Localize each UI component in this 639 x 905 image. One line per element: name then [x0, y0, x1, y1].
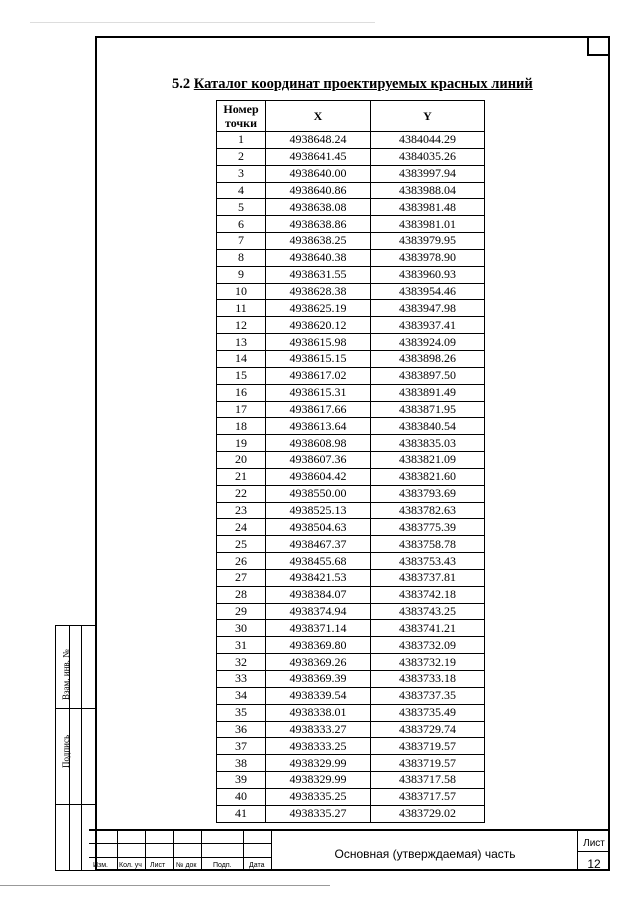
y-coordinate-cell: 4383732.19 — [371, 654, 485, 671]
point-number-cell: 20 — [217, 452, 266, 469]
point-number-cell: 9 — [217, 266, 266, 283]
y-coordinate-cell: 4383997.94 — [371, 165, 485, 182]
y-coordinate-cell: 4383871.95 — [371, 401, 485, 418]
point-number-cell: 17 — [217, 401, 266, 418]
y-coordinate-cell: 4383821.60 — [371, 468, 485, 485]
table-row — [217, 536, 485, 553]
x-coordinate-cell: 4938338.01 — [266, 704, 371, 721]
point-number-cell: 22 — [217, 485, 266, 502]
x-coordinate-cell: 4938631.55 — [266, 266, 371, 283]
frame-corner-box — [587, 36, 610, 56]
point-number-cell: 10 — [217, 283, 266, 300]
y-coordinate-cell: 4383729.74 — [371, 721, 485, 738]
y-coordinate-cell: 4383835.03 — [371, 435, 485, 452]
x-coordinate-cell: 4938333.25 — [266, 738, 371, 755]
table-row — [217, 704, 485, 721]
x-coordinate-cell: 4938369.39 — [266, 671, 371, 688]
point-number-cell: 28 — [217, 586, 266, 603]
point-number-cell: 35 — [217, 704, 266, 721]
x-coordinate-cell: 4938613.64 — [266, 418, 371, 435]
x-coordinate-cell: 4938604.42 — [266, 468, 371, 485]
section-number: 5.2 — [172, 76, 191, 92]
point-number-cell: 2 — [217, 148, 266, 165]
table-row — [217, 418, 485, 435]
y-coordinate-cell: 4384035.26 — [371, 148, 485, 165]
x-coordinate-cell: 4938640.38 — [266, 249, 371, 266]
header-point-number: Номер точки — [217, 101, 266, 132]
point-number-cell: 36 — [217, 721, 266, 738]
y-coordinate-cell: 4383733.18 — [371, 671, 485, 688]
table-row — [217, 671, 485, 688]
y-coordinate-cell: 4383758.78 — [371, 536, 485, 553]
point-number-cell: 29 — [217, 603, 266, 620]
point-number-cell: 34 — [217, 687, 266, 704]
header-x: X — [266, 101, 371, 132]
point-number-cell: 16 — [217, 384, 266, 401]
table-row — [217, 519, 485, 536]
y-coordinate-cell: 4383732.09 — [371, 637, 485, 654]
table-row — [217, 182, 485, 199]
x-coordinate-cell: 4938384.07 — [266, 586, 371, 603]
table-row — [217, 772, 485, 789]
table-row — [217, 603, 485, 620]
y-coordinate-cell: 4383937.41 — [371, 317, 485, 334]
table-row — [217, 755, 485, 772]
table-row — [217, 502, 485, 519]
x-coordinate-cell: 4938339.54 — [266, 687, 371, 704]
x-coordinate-cell: 4938607.36 — [266, 452, 371, 469]
tb-col-list: Лист — [150, 862, 166, 869]
table-row — [217, 350, 485, 367]
table-row — [217, 216, 485, 233]
side-stamp-label-signature: Подпись — [61, 734, 71, 768]
sheet-number: 12 — [587, 857, 601, 871]
y-coordinate-cell: 4383821.09 — [371, 452, 485, 469]
point-number-cell: 31 — [217, 637, 266, 654]
section-title: Каталог координат проектируемых красных линий — [193, 76, 533, 92]
x-coordinate-cell: 4938640.86 — [266, 182, 371, 199]
point-number-cell: 18 — [217, 418, 266, 435]
x-coordinate-cell: 4938369.26 — [266, 654, 371, 671]
point-number-cell: 39 — [217, 772, 266, 789]
tb-col-doc: № док — [176, 862, 197, 869]
table-row — [217, 300, 485, 317]
side-stamp-label-inventory: Взам. инв. № — [61, 649, 71, 700]
x-coordinate-cell: 4938615.15 — [266, 350, 371, 367]
tb-col-podp: Подп. — [213, 862, 232, 869]
point-number-cell: 24 — [217, 519, 266, 536]
table-row — [217, 132, 485, 149]
table-row — [217, 317, 485, 334]
coordinates-table — [216, 100, 485, 823]
point-number-cell: 27 — [217, 569, 266, 586]
y-coordinate-cell: 4383737.35 — [371, 687, 485, 704]
table-row — [217, 233, 485, 250]
section-heading — [172, 76, 533, 93]
y-coordinate-cell: 4383741.21 — [371, 620, 485, 637]
point-number-cell: 3 — [217, 165, 266, 182]
point-number-cell: 25 — [217, 536, 266, 553]
point-number-cell: 11 — [217, 300, 266, 317]
tb-col-data: Дата — [249, 862, 265, 869]
x-coordinate-cell: 4938335.25 — [266, 788, 371, 805]
document-name: Основная (утверждаемая) часть — [334, 847, 516, 861]
point-number-cell: 30 — [217, 620, 266, 637]
y-coordinate-cell: 4383743.25 — [371, 603, 485, 620]
x-coordinate-cell: 4938620.12 — [266, 317, 371, 334]
x-coordinate-cell: 4938504.63 — [266, 519, 371, 536]
x-coordinate-cell: 4938455.68 — [266, 553, 371, 570]
table-row — [217, 452, 485, 469]
table-row — [217, 165, 485, 182]
table-row — [217, 266, 485, 283]
x-coordinate-cell: 4938641.45 — [266, 148, 371, 165]
table-row — [217, 283, 485, 300]
table-row — [217, 148, 485, 165]
tb-col-kol-uch: Кол. уч — [119, 862, 142, 869]
x-coordinate-cell: 4938421.53 — [266, 569, 371, 586]
x-coordinate-cell: 4938628.38 — [266, 283, 371, 300]
point-number-cell: 21 — [217, 468, 266, 485]
table-row — [217, 654, 485, 671]
point-number-cell: 14 — [217, 350, 266, 367]
x-coordinate-cell: 4938329.99 — [266, 772, 371, 789]
y-coordinate-cell: 4383924.09 — [371, 334, 485, 351]
table-row — [217, 586, 485, 603]
point-number-cell: 13 — [217, 334, 266, 351]
x-coordinate-cell: 4938371.14 — [266, 620, 371, 637]
y-coordinate-cell: 4383988.04 — [371, 182, 485, 199]
x-coordinate-cell: 4938638.08 — [266, 199, 371, 216]
scan-artifact-line — [30, 22, 375, 23]
table-row — [217, 637, 485, 654]
point-number-cell: 33 — [217, 671, 266, 688]
y-coordinate-cell: 4383840.54 — [371, 418, 485, 435]
table-row — [217, 249, 485, 266]
y-coordinate-cell: 4383775.39 — [371, 519, 485, 536]
table-row — [217, 485, 485, 502]
table-row — [217, 805, 485, 822]
table-row — [217, 788, 485, 805]
x-coordinate-cell: 4938374.94 — [266, 603, 371, 620]
table-header-row — [217, 101, 485, 132]
y-coordinate-cell: 4383742.18 — [371, 586, 485, 603]
point-number-cell: 38 — [217, 755, 266, 772]
table-row — [217, 199, 485, 216]
table-body — [217, 132, 485, 823]
x-coordinate-cell: 4938329.99 — [266, 755, 371, 772]
y-coordinate-cell: 4383891.49 — [371, 384, 485, 401]
x-coordinate-cell: 4938525.13 — [266, 502, 371, 519]
point-number-cell: 40 — [217, 788, 266, 805]
scan-artifact-line — [0, 885, 330, 886]
point-number-cell: 32 — [217, 654, 266, 671]
sheet-label: Лист — [583, 838, 605, 849]
table-row — [217, 334, 485, 351]
y-coordinate-cell: 4383719.57 — [371, 738, 485, 755]
x-coordinate-cell: 4938615.98 — [266, 334, 371, 351]
y-coordinate-cell: 4383954.46 — [371, 283, 485, 300]
table-row — [217, 687, 485, 704]
point-number-cell: 19 — [217, 435, 266, 452]
y-coordinate-cell: 4383717.57 — [371, 788, 485, 805]
x-coordinate-cell: 4938550.00 — [266, 485, 371, 502]
point-number-cell: 8 — [217, 249, 266, 266]
table-row — [217, 553, 485, 570]
x-coordinate-cell: 4938640.00 — [266, 165, 371, 182]
y-coordinate-cell: 4383729.02 — [371, 805, 485, 822]
y-coordinate-cell: 4383978.90 — [371, 249, 485, 266]
header-y: Y — [371, 101, 485, 132]
table-row — [217, 435, 485, 452]
y-coordinate-cell: 4383737.81 — [371, 569, 485, 586]
x-coordinate-cell: 4938369.80 — [266, 637, 371, 654]
table-row — [217, 620, 485, 637]
x-coordinate-cell: 4938617.02 — [266, 367, 371, 384]
y-coordinate-cell: 4383782.63 — [371, 502, 485, 519]
y-coordinate-cell: 4383960.93 — [371, 266, 485, 283]
x-coordinate-cell: 4938615.31 — [266, 384, 371, 401]
x-coordinate-cell: 4938638.86 — [266, 216, 371, 233]
x-coordinate-cell: 4938617.66 — [266, 401, 371, 418]
y-coordinate-cell: 4383898.26 — [371, 350, 485, 367]
point-number-cell: 4 — [217, 182, 266, 199]
x-coordinate-cell: 4938608.98 — [266, 435, 371, 452]
y-coordinate-cell: 4383719.57 — [371, 755, 485, 772]
point-number-cell: 15 — [217, 367, 266, 384]
point-number-cell: 1 — [217, 132, 266, 149]
point-number-cell: 7 — [217, 233, 266, 250]
point-number-cell: 5 — [217, 199, 266, 216]
point-number-cell: 23 — [217, 502, 266, 519]
point-number-cell: 41 — [217, 805, 266, 822]
y-coordinate-cell: 4384044.29 — [371, 132, 485, 149]
x-coordinate-cell: 4938335.27 — [266, 805, 371, 822]
table-row — [217, 367, 485, 384]
table-row — [217, 384, 485, 401]
table-row — [217, 569, 485, 586]
table-row — [217, 721, 485, 738]
y-coordinate-cell: 4383793.69 — [371, 485, 485, 502]
y-coordinate-cell: 4383947.98 — [371, 300, 485, 317]
y-coordinate-cell: 4383735.49 — [371, 704, 485, 721]
x-coordinate-cell: 4938648.24 — [266, 132, 371, 149]
point-number-cell: 26 — [217, 553, 266, 570]
table-row — [217, 468, 485, 485]
point-number-cell: 37 — [217, 738, 266, 755]
y-coordinate-cell: 4383981.01 — [371, 216, 485, 233]
table-row — [217, 738, 485, 755]
x-coordinate-cell: 4938333.27 — [266, 721, 371, 738]
y-coordinate-cell: 4383753.43 — [371, 553, 485, 570]
point-number-cell: 12 — [217, 317, 266, 334]
x-coordinate-cell: 4938467.37 — [266, 536, 371, 553]
y-coordinate-cell: 4383897.50 — [371, 367, 485, 384]
point-number-cell: 6 — [217, 216, 266, 233]
y-coordinate-cell: 4383979.95 — [371, 233, 485, 250]
x-coordinate-cell: 4938625.19 — [266, 300, 371, 317]
y-coordinate-cell: 4383717.58 — [371, 772, 485, 789]
x-coordinate-cell: 4938638.25 — [266, 233, 371, 250]
y-coordinate-cell: 4383981.48 — [371, 199, 485, 216]
tb-col-izm: Изм. — [93, 862, 108, 869]
table-row — [217, 401, 485, 418]
